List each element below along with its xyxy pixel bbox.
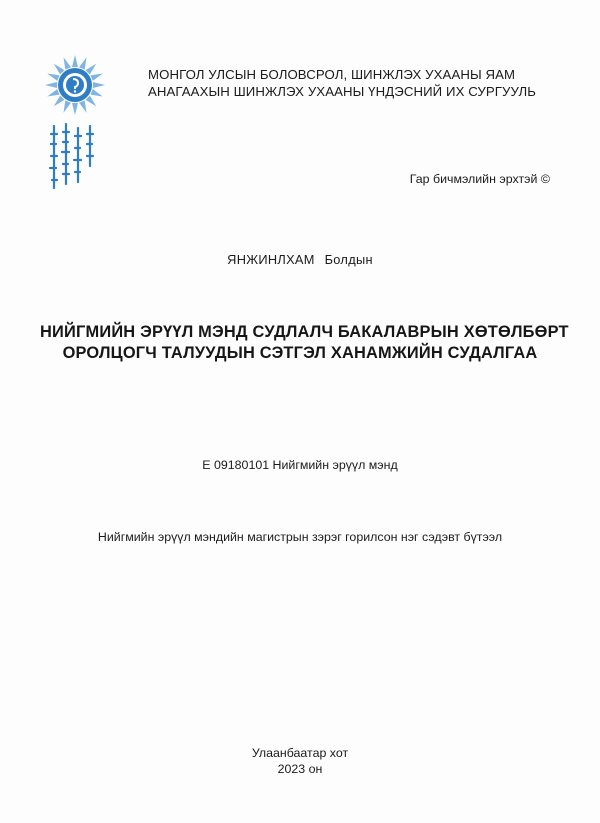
university-name: АНАГААХЫН ШИНЖЛЭХ УХААНЫ ҮНДЭСНИЙ ИХ СУРГУУЛЬ — [148, 84, 537, 99]
author-first-name: ЯНЖИНЛХАМ — [227, 252, 315, 267]
thesis-title — [40, 322, 569, 364]
year: 2023 он — [277, 762, 323, 776]
program-code: E 09180101 Нийгмийн эрүүл мэнд — [202, 458, 398, 472]
thesis-title-line-1: НИЙГМИЙН ЭРҮҮЛ МЭНД СУДЛАЛЧ БАКАЛАВРЫН ХӨТӨЛБӨРТ — [40, 323, 569, 341]
author-name — [0, 252, 600, 267]
institution-header — [148, 66, 568, 100]
copyright-notice: Гар бичмэлийн эрхтэй © — [409, 172, 550, 186]
author-last-name: Болдын — [324, 252, 373, 267]
place-and-year — [0, 745, 600, 777]
ministry-name: МОНГОЛ УЛСЫН БОЛОВСРОЛ, ШИНЖЛЭХ УХААНЫ ЯАМ — [148, 67, 516, 82]
university-logo-icon — [44, 54, 106, 116]
thesis-title-line-2: ОРОЛЦОГЧ ТАЛУУДЫН СЭТГЭЛ ХАНАМЖИЙН СУДАЛГАА — [62, 344, 538, 362]
mongolian-script-icon — [46, 122, 98, 194]
degree-description: Нийгмийн эрүүл мэндийн магистрын зэрэг горилсон нэг сэдэвт бүтээл — [97, 530, 503, 544]
city: Улаанбаатар хот — [251, 746, 349, 760]
